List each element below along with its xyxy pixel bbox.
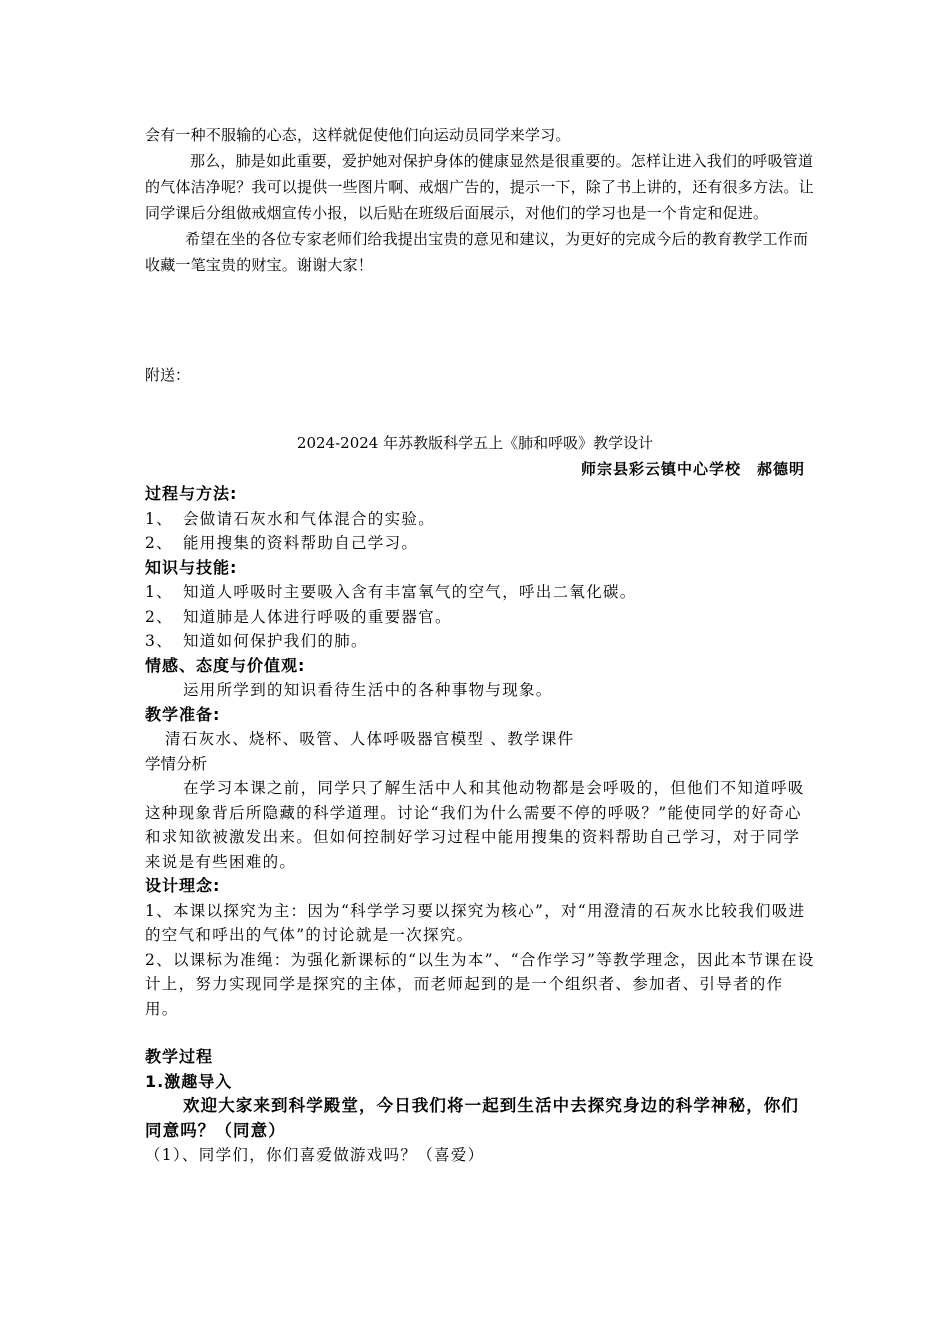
text-line: 会有一种不服输的心态，这样就促使他们向运动员同学来学习。 [145, 126, 571, 144]
previous-text-block [145, 122, 815, 278]
list-item: 2、 知道肺是人体进行呼吸的重要器官。 [145, 607, 452, 626]
paragraph: 1、本课以探究为主：因为“科学学习要以探究为核心”，对“用澄清的石灰水比较我们吸进的空气和呼出的气体”的讨论就是一次探究。 [145, 901, 806, 944]
section-heading: 教学过程 [145, 1047, 214, 1066]
document-title: 2024-2024 年苏教版科学五上《肺和呼吸》教学设计 [296, 434, 654, 452]
section-heading: 设计理念: [145, 876, 221, 895]
author-line: 师宗县彩云镇中心学校 郝德明 [580, 460, 805, 478]
paragraph: 在学习本课之前，同学只了解生活中人和其他动物都是会呼吸的，但他们不知道呼吸这种现象背后所隐藏的科学道理。讨论“我们为什么需要不停的呼吸？”能使同学的好奇心和求知欲被激发出来。但如何控制好学习过程中能用搜集的资料帮助自己学习，对于同学来说是有些困难的。 [145, 779, 805, 871]
section-text: 运用所学到的知识看待生活中的各种事物与现象。 [183, 681, 553, 699]
section-heading: 过程与方法: [145, 484, 238, 503]
paragraph: 2、以课标为准绳：为强化新课标的“以生为本”、“合作学习”等教学理念，因此本节课在设计上，努力实现同学是探究的主体，而老师起到的是一个组织者、参加者、引导者的作用。 [145, 950, 815, 1018]
section-text: 清石灰水、烧杯、吸管、人体呼吸器官模型 、教学课件 [165, 730, 575, 748]
section-heading: 知识与技能: [145, 557, 238, 577]
paragraph: 那么，肺是如此重要，爱护她对保护身体的健康显然是很重要的。怎样让进入我们的呼吸管道的气体洁净呢？我可以提供一些图片啊、戒烟广告的，提示一下，除了书上讲的，还有很多方法。让同学课后分组做戒烟宣传小报，以后贴在班级后面展示，对他们的学习也是一个肯定和促进。 [145, 152, 814, 222]
list-item: 1、 知道人呼吸时主要吸入含有丰富氧气的空气，呼出二氧化碳。 [145, 583, 637, 601]
list-item: 3、 知道如何保护我们的肺。 [145, 632, 368, 650]
annex-label: 附送： [145, 366, 191, 384]
paragraph: 希望在坐的各位专家老师们给我提出宝贵的意见和建议，为更好的完成今后的教育教学工作而收藏一笔宝贵的财宝。谢谢大家！ [145, 230, 809, 274]
text-line: （1）、同学们，你们喜爱做游戏吗？（喜爱） [145, 1146, 485, 1164]
subsection-heading: 1.激趣导入 [145, 1071, 233, 1091]
paragraph: 欢迎大家来到科学殿堂，今日我们将一起到生活中去探究身边的科学神秘，你们同意吗？（同意） [145, 1096, 799, 1140]
teaching-design-body [145, 482, 815, 1168]
section-heading: 教学准备: [145, 704, 221, 724]
list-item: 2、 能用搜集的资料帮助自己学习。 [145, 534, 419, 552]
section-heading: 学情分析 [145, 754, 208, 773]
list-item: 1、 会做请石灰水和气体混合的实验。 [145, 509, 436, 528]
section-heading: 情感、态度与价值观: [145, 655, 306, 675]
